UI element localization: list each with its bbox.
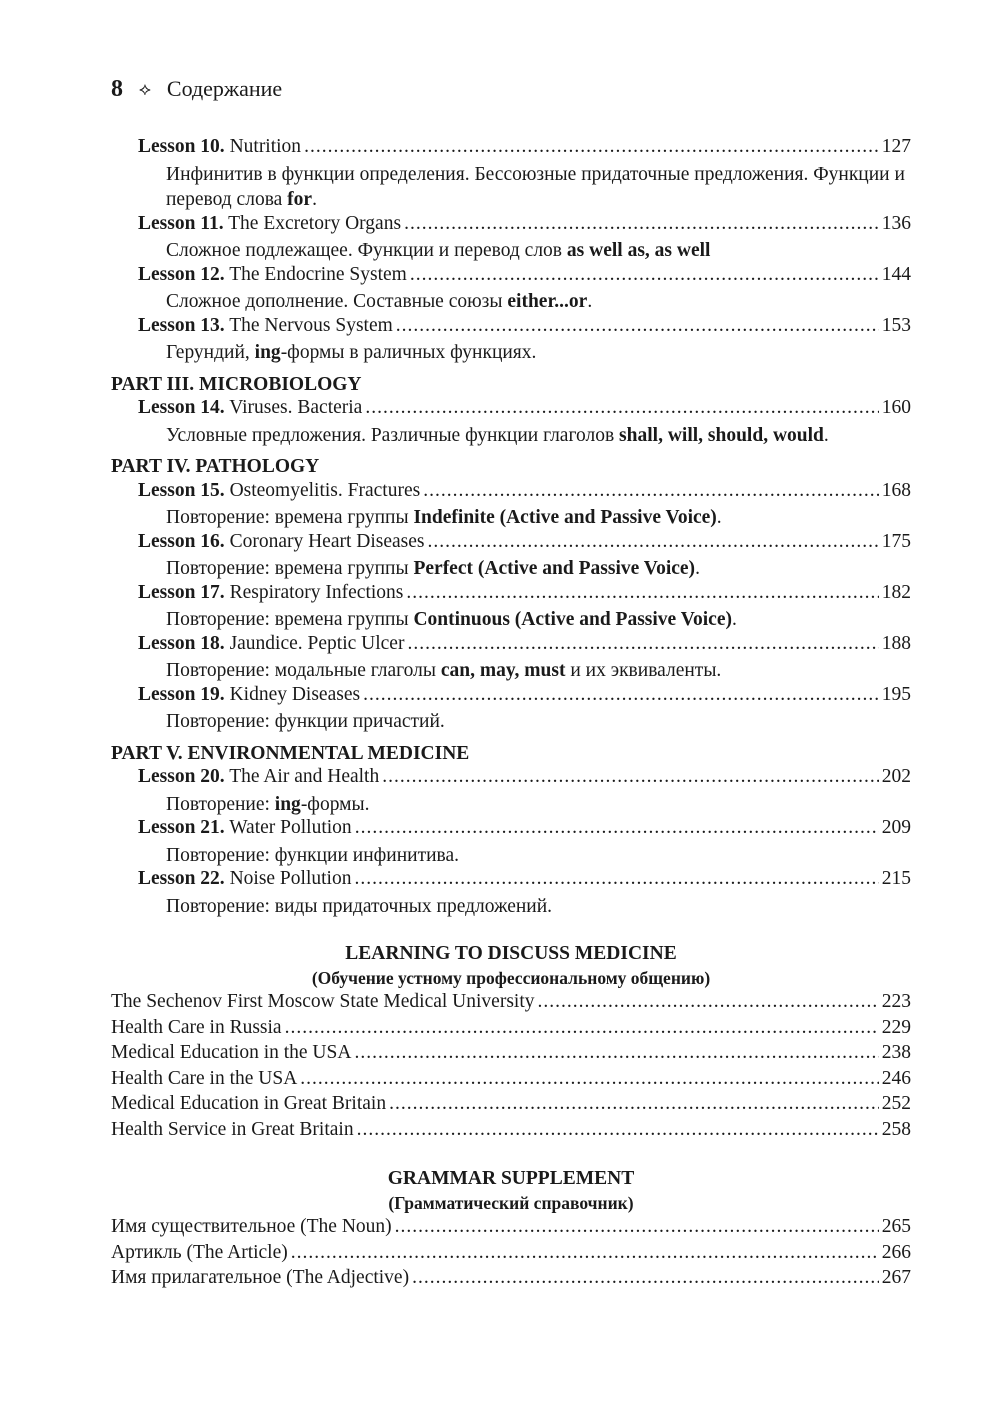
lesson-title: Viruses. Bacteria <box>229 397 363 418</box>
page-ref: 215 <box>881 868 911 889</box>
lesson-title: Jaundice. Peptic Ulcer <box>229 632 405 654</box>
lesson-heading <box>138 264 407 286</box>
desc-text: . <box>732 609 737 630</box>
discuss-entries <box>111 991 911 1144</box>
lesson-label: Lesson 16. <box>138 530 225 552</box>
page-ref: 246 <box>881 1067 911 1089</box>
entry-title: Имя прилагательное (The Adjective) <box>111 1267 410 1288</box>
entry-title: Артикль (The Article) <box>111 1241 288 1263</box>
page-ref: 223 <box>881 991 911 1012</box>
lesson-grammar-topic <box>111 556 911 582</box>
part-3-title: PART III. MICROBIOLOGY <box>111 373 362 395</box>
desc-text: Инфинитив в функции определения. Бессоюзные придаточные предложения. Функции и перевод слова <box>166 163 905 210</box>
toc-entry-row[interactable] <box>111 1242 911 1268</box>
lesson-heading <box>138 868 351 890</box>
lesson-grammar-topic <box>111 340 911 366</box>
dot-leader <box>538 991 879 1013</box>
page-ref: 188 <box>881 632 911 654</box>
lesson-grammar-topic <box>111 792 911 818</box>
page-ref: 252 <box>881 1093 911 1114</box>
dot-leader <box>304 136 879 158</box>
lesson-heading <box>138 136 301 158</box>
lesson-label: Lesson 11. <box>138 212 224 234</box>
entry-title: Medical Education in the USA <box>111 1042 352 1063</box>
toc-lesson-row[interactable] <box>111 766 911 792</box>
page-ref: 238 <box>881 1042 911 1063</box>
entry-title: Health Service in Great Britain <box>111 1118 354 1140</box>
desc-text: Повторение: времена группы <box>166 609 414 630</box>
diamond-icon: ⟡ <box>139 78 151 99</box>
lesson-grammar-topic <box>111 162 911 213</box>
lesson-heading <box>138 480 420 502</box>
toc-lesson-row[interactable] <box>111 136 911 162</box>
page-ref: 182 <box>881 581 911 603</box>
desc-text: Условные предложения. Различные функции глаголов <box>166 424 620 446</box>
entry-title: The Sechenov First Moscow State Medical University <box>111 991 535 1012</box>
dot-leader <box>355 817 879 839</box>
desc-text: Повторение: виды придаточных предложений. <box>166 895 553 917</box>
dot-leader <box>428 531 879 553</box>
dot-leader <box>407 633 878 655</box>
desc-text: Повторение: функции инфинитива. <box>166 844 460 866</box>
part-4-title: PART IV. PATHOLOGY <box>111 456 320 477</box>
grammar-term: as well as, as well <box>566 240 711 261</box>
desc-text: Сложное подлежащее. Функции и перевод слов <box>166 240 567 261</box>
lesson-heading <box>138 397 362 419</box>
lesson-title: Coronary Heart Diseases <box>229 530 425 552</box>
desc-text: и их эквиваленты. <box>565 660 722 681</box>
lesson-label: Lesson 13. <box>138 314 225 336</box>
toc-entry-row[interactable] <box>111 1042 911 1068</box>
lesson-heading <box>138 684 360 706</box>
dot-leader <box>300 1068 878 1090</box>
lesson-title: Noise Pollution <box>229 868 352 889</box>
dot-leader <box>423 480 879 502</box>
toc-lesson-row[interactable] <box>111 480 911 506</box>
lesson-grammar-topic <box>111 843 911 869</box>
discuss-section-title: LEARNING TO DISCUSS MEDICINE <box>345 943 677 964</box>
part-4-lessons <box>111 480 911 735</box>
page-number: 8 <box>111 75 123 102</box>
lesson-title: The Excretory Organs <box>228 212 402 234</box>
desc-text: -формы в раличных функциях. <box>280 342 537 363</box>
dot-leader <box>354 868 878 890</box>
lesson-grammar-topic <box>111 505 911 531</box>
page-ref: 144 <box>881 263 911 285</box>
page-ref: 209 <box>881 817 911 838</box>
grammar-section-title: GRAMMAR SUPPLEMENT <box>387 1168 635 1189</box>
lesson-title: Kidney Diseases <box>229 683 361 705</box>
dot-leader <box>410 264 879 286</box>
grammar-entries <box>111 1216 911 1293</box>
lesson-label: Lesson 21. <box>138 817 225 838</box>
toc-entry-row[interactable] <box>111 1267 911 1293</box>
lesson-grammar-topic <box>111 289 911 315</box>
page-ref: 266 <box>881 1241 911 1263</box>
page-ref: 267 <box>881 1267 911 1288</box>
dot-leader <box>363 684 879 706</box>
discuss-section-subtitle: (Обучение устному профессиональному общению) <box>311 968 711 988</box>
dot-leader <box>354 1042 878 1064</box>
desc-text: . <box>716 507 722 528</box>
lesson-heading <box>138 315 393 337</box>
page-ref: 136 <box>881 212 911 234</box>
grammar-term: either...or <box>507 291 588 312</box>
toc-lesson-row[interactable] <box>111 582 911 608</box>
desc-text: Сложное дополнение. Составные союзы <box>166 291 508 312</box>
desc-text: -формы. <box>300 793 370 815</box>
lesson-title: Water Pollution <box>229 817 352 838</box>
grammar-section-subtitle: (Грамматический справочник) <box>388 1193 634 1213</box>
desc-text: Повторение: функции причастий. <box>166 711 445 732</box>
lesson-title: The Air and Health <box>229 766 380 787</box>
page-ref: 175 <box>881 530 911 552</box>
toc-lesson-row[interactable] <box>111 868 911 894</box>
dot-leader <box>291 1242 879 1264</box>
entry-title: Health Care in the USA <box>111 1067 298 1089</box>
grammar-term: ing <box>254 342 281 363</box>
toc-lesson-row[interactable] <box>111 684 911 710</box>
lesson-title: Respiratory Infections <box>229 581 404 603</box>
dot-leader <box>285 1017 879 1039</box>
grammar-term: shall, will, should, would <box>619 424 824 446</box>
grammar-term: ing <box>274 793 301 815</box>
entry-title: Имя существительное (The Noun) <box>111 1216 392 1237</box>
dot-leader <box>406 582 878 604</box>
page-ref: 195 <box>881 683 911 705</box>
page-ref: 127 <box>881 136 911 157</box>
dot-leader <box>395 1216 879 1238</box>
lesson-grammar-topic <box>111 658 911 684</box>
dot-leader <box>382 766 879 788</box>
lesson-label: Lesson 15. <box>138 479 225 501</box>
toc-lesson-row[interactable] <box>111 213 911 239</box>
toc-entry-row[interactable] <box>111 1093 911 1119</box>
part-5-lessons <box>111 766 911 919</box>
lesson-label: Lesson 18. <box>138 632 225 654</box>
lesson-grammar-topic <box>111 238 911 264</box>
desc-text: . <box>312 189 317 210</box>
lesson-label: Lesson 19. <box>138 683 225 705</box>
dot-leader <box>365 397 878 419</box>
grammar-term: Continuous (Active and Passive Voice) <box>413 609 732 630</box>
lesson-grammar-topic <box>111 709 911 735</box>
toc-page <box>111 74 911 1293</box>
page-ref: 265 <box>881 1216 911 1237</box>
part-2-lessons <box>111 136 911 366</box>
lesson-heading <box>138 633 404 655</box>
dot-leader <box>412 1267 879 1289</box>
page-ref: 258 <box>881 1118 911 1140</box>
toc-lesson-row[interactable] <box>111 315 911 341</box>
entry-title: Medical Education in Great Britain <box>111 1093 387 1114</box>
lesson-grammar-topic <box>111 607 911 633</box>
desc-text: Повторение: времена группы <box>166 558 414 579</box>
page-ref: 168 <box>881 479 911 501</box>
entry-title: Health Care in Russia <box>111 1016 282 1038</box>
toc-entry-row[interactable] <box>111 991 911 1017</box>
toc-lesson-row[interactable] <box>111 264 911 290</box>
desc-text: Повторение: времена группы <box>166 507 414 528</box>
grammar-term: Indefinite (Active and Passive Voice) <box>413 507 717 528</box>
dot-leader <box>389 1093 879 1115</box>
dot-leader <box>396 315 879 337</box>
desc-text: Герундий, <box>166 342 255 363</box>
lesson-heading <box>138 582 403 604</box>
desc-text: Повторение: модальные глаголы <box>166 660 441 681</box>
toc-entry-row[interactable] <box>111 1119 911 1145</box>
page-ref: 229 <box>881 1016 911 1038</box>
lesson-label: Lesson 20. <box>138 766 225 787</box>
toc-entry-row[interactable] <box>111 1017 911 1043</box>
lesson-title: The Endocrine System <box>229 263 407 285</box>
grammar-term: for <box>287 189 313 210</box>
lesson-title: Osteomyelitis. Fractures <box>229 479 421 501</box>
part-3-lessons <box>111 397 911 448</box>
toc-lesson-row[interactable] <box>111 397 911 423</box>
toc-lesson-row[interactable] <box>111 817 911 843</box>
part-5-title: PART V. ENVIRONMENTAL MEDICINE <box>111 742 470 764</box>
grammar-term: can, may, must <box>440 660 566 681</box>
header-title: Содержание <box>166 76 283 101</box>
page-ref: 202 <box>881 766 911 787</box>
dot-leader <box>404 213 879 235</box>
running-header <box>111 74 911 104</box>
desc-text: . <box>587 291 593 312</box>
toc-entry-row[interactable] <box>111 1068 911 1094</box>
toc-entry-row[interactable] <box>111 1216 911 1242</box>
lesson-title: The Nervous System <box>229 314 393 336</box>
grammar-term: Perfect (Active and Passive Voice) <box>413 558 696 579</box>
lesson-label: Lesson 10. <box>138 136 225 157</box>
lesson-title: Nutrition <box>229 136 302 157</box>
toc-lesson-row[interactable] <box>111 531 911 557</box>
dot-leader <box>357 1119 879 1141</box>
lesson-heading <box>138 817 352 839</box>
lesson-label: Lesson 14. <box>138 397 225 418</box>
lesson-heading <box>138 766 379 788</box>
lesson-label: Lesson 22. <box>138 868 225 889</box>
lesson-label: Lesson 12. <box>138 263 225 285</box>
lesson-grammar-topic <box>111 894 911 920</box>
toc-lesson-row[interactable] <box>111 633 911 659</box>
lesson-heading <box>138 531 425 553</box>
lesson-label: Lesson 17. <box>138 581 225 603</box>
desc-text: . <box>695 558 700 579</box>
desc-text: Повторение: <box>166 793 275 815</box>
page-ref: 160 <box>881 397 911 418</box>
desc-text: . <box>823 424 829 446</box>
lesson-grammar-topic <box>111 423 911 449</box>
lesson-heading <box>138 213 401 235</box>
page-ref: 153 <box>881 314 911 336</box>
